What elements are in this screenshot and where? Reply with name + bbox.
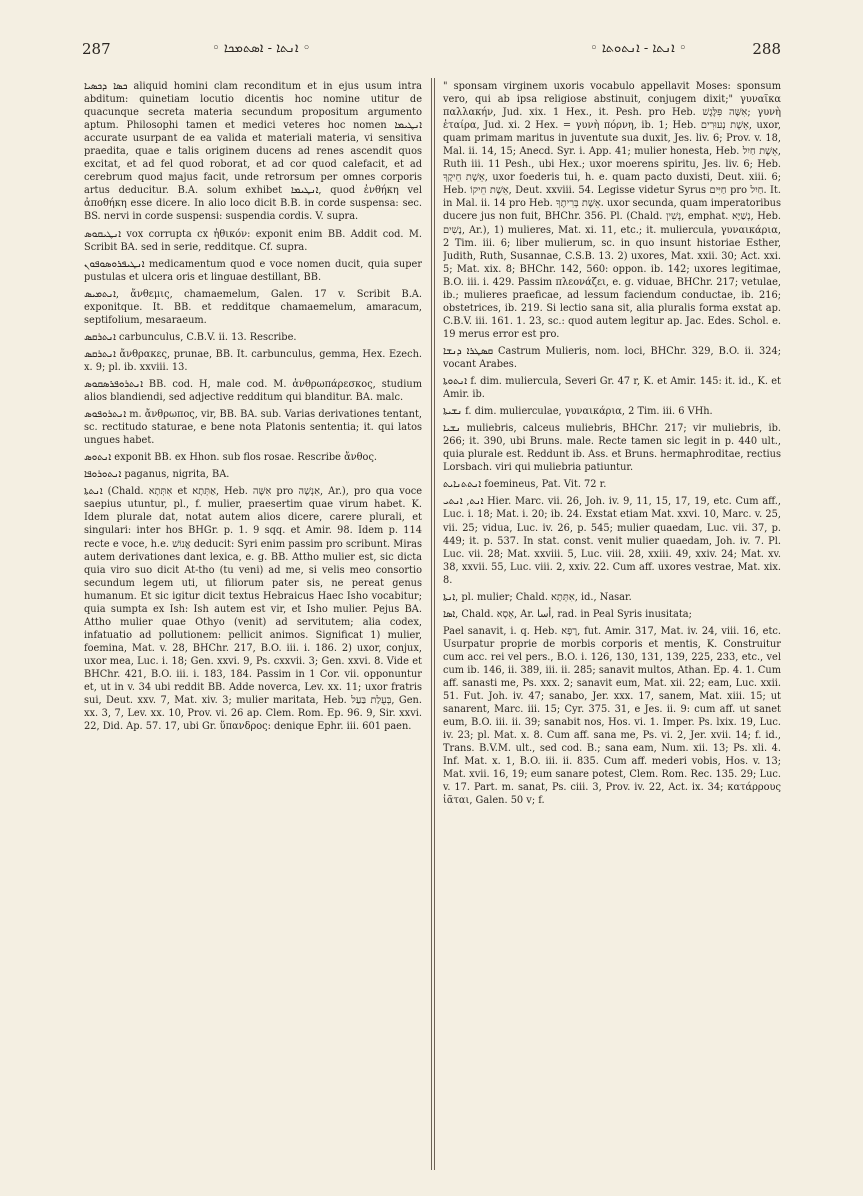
entry-paragraph: ܐܢܬܬܐ (Chald. אִתְּתָא et אַתְּתָא, Heb. אִשָּׁה pro אִנְשָׁה, Ar.), pro qua voce saepius utuntur, pl., f. mulier, praesertim quae virum habet. K. Idem plurale dat, notat autem alios dicere, carere plurali, et singulari: inter hos BHGr. p. 1. 9 sqq. et Amir. 98. Idem p. 114 recte e voce, h.e. אֱנוֹשׁ deducit: Syri enim passim pro scribunt. Miras autem derivationes dant lexica, e. g. BB. Attho mulier est, sic dicta quia viro suo dicit At-tho (tu veni) ad me, si velis meo consortio secundum legem uti, ut filiorum pater sis, ne pereat genus humanum. Et sic igitur dicit textus Hebraicus Haec Isho vocabitur; quia sumpta ex Ish: Ish autem est vir, et Isho mulier. Pejus BA. Attho mulier quae Othyo (venit) ad servitutem; alia codex, infatuatio ad pollutionem: pellicit animos. Significat 1) mulier, foemina, Mat. v. 28, BHChr. 217, B.O. iii. i. 186. 2) uxor, conjux, uxor mea, Luc. i. 18; Gen. xxvi. 9, Ps. cxxvii. 3; Gen. xxvi. 8. Vide et BHChr. 421, B.O. iii. i. 183, 184. Passim in 1 Cor. vii. opponuntur et, ut in v. 34 ubi reddit BB. Adde noverca, Lev. xx. 11; uxor fratris sui, Deut. xxv. 7, Mat. xiv. 3; mulier maritata, Heb. בְּעֻלַת בַּעַל, Gen. xx. 3, 7, Lev. xx. 10, Prov. vi. 26 ap. Clem. Rom. Ep. 96. 9, Sir. xxvi. 22, Did. Ap. 57. 17, ubi Gr. ὕπανδρος: denique Ephr. iii. 601 paen. bbox=[84, 486, 422, 733]
page-header bbox=[82, 40, 781, 66]
entry-paragraph: ܐܢܬܪܩܣ ἄνθρακες, prunae, BB. It. carbunculus, gemma, Hex. Ezech. x. 9; pl. ib. xxviii. 13. bbox=[84, 348, 422, 373]
entry-paragraph: ܐܢܬܘܬܐ f. dim. muliercula, Severi Gr. 47 r, K. et Amir. 145: it. id., K. et Amir. ib. bbox=[443, 376, 781, 401]
entry-paragraph: ܐܢܬܬܢܐܝܬ foemineus, Pat. Vit. 72 r. bbox=[443, 479, 607, 491]
left-running-title: ◦ ܐܢܬܐ - ܐܣܬܡܟܐ ◦ bbox=[212, 41, 311, 56]
entry-paragraph: ܢܫܝܐ muliebris, calceus muliebris, BHChr. 217; vir muliebris, ib. 266; it. 390, ubi Bruns. male. Recte tamen sic legit in p. 440 ult., quia plurale est. Reddunt ib. Ass. et Bruns. hermaphroditae, rectius Lorsbach. viri qui muliebria patiuntur. bbox=[443, 423, 781, 474]
entry-paragraph: Pael sanavit, i. q. Heb. רָפָא, fut. Amir. 317, Mat. iv. 24, viii. 16, etc. Usurpatur proprie de morbis corporis et mentis, K. Construitur cum acc. rei vel pers., B.O. i. 126, 130, 131, 139, 225, 233, etc., vel cum ib. 146, ii. 389, iii. ii. 285; sanavit multos, Athan. Ep. 4. 1. Cum aff. sanasti me, Ps. xxx. 2; sanavit eum, Mat. xii. 22; eam, Luc. xxii. 51. Fut. Joh. iv. 47; sanabo, Jer. xxx. 17, sanem, Mat. xiii. 15; ut sanarent, Marc. iii. 15; Cyr. 375. 31, e Jes. ii. 9: cum aff. ut sanet eum, B.O. iii. ii. 39; sanabit nos, Hos. vi. 1. Imper. Ps. lxix. 19, Luc. iv. 23; pl. Mat. x. 8. Cum aff. sana me, Ps. vi. 2, Jer. xvii. 14; f. id., Trans. B.V.M. ult., sed cod. B.; sana eam, Num. xii. 13; Ps. xli. 4. Inf. Mat. x. 1, B.O. iii. ii. 835. Cum aff. mederi vobis, Hos. v. 13; Mat. xvii. 16, 19; eum sanare potest, Clem. Rom. Rec. 135. 29; Luc. v. 17. Part. m. sanat, Ps. ciii. 3, Prov. iv. 22, Act. ix. 34; κατάρρους ἰᾶται, Galen. 50 v; f. bbox=[443, 625, 781, 807]
right-column bbox=[443, 80, 781, 1165]
column-divider-left bbox=[431, 78, 432, 1170]
entry-paragraph: ܐܣܐ, Chald. אְסָא, Ar. أسا, rad. in Peal Syris inusitata; bbox=[443, 608, 692, 620]
entry-paragraph: ܐܢܬܪܩܣ carbunculus, C.B.V. ii. 13. Rescribe. bbox=[84, 331, 297, 343]
entry-paragraph: ܐܢܬܐ, pl. mulier; Chald. אִתְּתָא, id., Nasar. bbox=[443, 591, 632, 603]
left-page-number: 287 bbox=[82, 40, 111, 58]
entry-paragraph: ܟܣܐ ܕܟܣܝܐ aliquid homini clam reconditum et in ejus usum intra abditum: quinetiam locutio dicentis hoc nomine utitur de quacunque secreta materia secundum propositum argumento aptum. Philosophi tamen et medici veteres hoc nomen ܐܢܛܝܡܐ accurate usurpant de ea valida et materiali materia, vi sensitiva praedita, quae e talis originem ducens ad renes ascendit quos excitat, et ad fel quod roborat, et ad cor quod calefacit, et ad cerebrum quod majus facit, unde retrorsum per omnes corporis artus deducitur. B.A. solum exhibet ܐܢܛܝܡܐ, quod ἐνθήκη vel ἀποθήκη esse dicere. In alio loco dicit B.B. in corde suspensa: sec. BS. nervi in corde suspensi: suspendia cordis. V. supra. bbox=[84, 81, 422, 223]
entry-paragraph: ܐܢܬܘܣ exponit BB. ex Hhon. sub flos rosae. Rescribe ἄνθος. bbox=[84, 452, 378, 464]
entry-paragraph: ܐܢܬܪܘܦܪܣܩܘܣ BB. cod. H, male cod. M. ἀνθρωπάρεσκος, studium alios blandiendi, sed adjective redditum qui blanditur. BA. malc. bbox=[84, 378, 422, 404]
column-divider-right bbox=[434, 78, 435, 1170]
entry-paragraph: ܐܢܬܡܝܣ, ἄνθεμις, chamaemelum, Galen. 17 v. Scribit B.A. exponitque. It. BB. et redditque chamaemelum, amaracum, septifolium, mesaraeum. bbox=[84, 288, 422, 326]
entry-paragraph: " sponsam virginem uxoris vocabulo appellavit Moses: sponsum vero, qui ab ipsa religiose abstinuit, conjugem dixit;" γυναῖκα παλλακήν, Jud. xix. 1 Hex., it. Pesh. pro Heb. אִשָּׁה פִּלֶּגֶשׁ; γυνὴ ἑταίρα, Jud. xi. 2 Hex. = γυνὴ πόρνη, ib. 1; Heb. אֵשֶׁת נְעוּרִים, uxor, quam primam maritus in juventute sua duxit, Jes. liv. 6; Prov. v. 18, Mal. ii. 14, 15; Anecd. Syr. i. App. 41; mulier honesta, Heb. אֵשֶׁת חַיִל, Ruth iii. 11 Pesh., ubi Hex.; uxor moerens spiritu, Jes. liv. 6; Heb. אֵשֶׁת חֵיקֶךָ, uxor foederis tui, h. e. quam pacto duxisti, Deut. xiii. 6; Heb. אֵשֶׁת חֵיקוֹ, Deut. xxviii. 54. Legisse videtur Syrus חַיִּים pro חַיִל. It. in Mal. ii. 14 pro Heb. אֵשֶׁת בְּרִיתֶךָ. uxor secunda, quam imperatoribus ducere jus non fuit, BHChr. 356. Pl. (Chald. נְשִׁין, emphat. נְשַׁיָּא, Heb. נָשִׁים, Ar.), 1) mulieres, Mat. xi. 11, etc.; it. muliercula, γυναικάρια, 2 Tim. iii. 6; liber mulierum, sc. in quo insunt historiae Esther, Judith, Ruth, Susannae, C.S.B. 13. 2) uxores, Mat. xxii. 30; Act. xxi. 5; Mat. xix. 8; BHChr. 142, 560: oppon. ib. 142; uxores legitimae, B.O. iii. i. 429. Passim πλεονάζει, e. g. viduae, BHChr. 217; vetulae, ib.; mulieres praeficae, ad lessum faciendum conductae, ib. 216; obstetrices, ib. 219. Si lectio sana sit, alia pluralis forma exstat ap. C.B.V. iii. 161. 1. 23, sc.: quod autem legitur ap. Jac. Edes. Schol. e. 19 merus error est pro. bbox=[443, 81, 781, 340]
entry-paragraph: ܐܢܛܝܦܪܘܣܘܦܘܢ medicamentum quod e voce nomen ducit, quia super pustulas et ulcera oris et linguae destillant, BB. bbox=[84, 258, 422, 283]
entry-paragraph: ܩܣܛܪܐ ܕܢܫܐ Castrum Mulieris, nom. loci, BHChr. 329, B.O. ii. 324; vocant Arabes. bbox=[443, 345, 781, 370]
right-running-title: ◦ ܐܢܬܐ - ܐܢܬܘܬܐ ◦ bbox=[590, 41, 687, 56]
entry-paragraph: ܐܢܛܝܩܘܣ vox corrupta cx ἠθικόν: exponit enim BB. Addit cod. M. Scribit BA. sed in serie, redditque. Cf. supra. bbox=[84, 228, 422, 253]
entry-paragraph: ܐܢܬܘܪܘܦܐ paganus, nigrita, BA. bbox=[84, 469, 230, 481]
entry-paragraph: ܢܫܝܬܐ f. dim. mulierculae, γυναικάρια, 2 Tim. iii. 6 VHh. bbox=[443, 406, 713, 418]
entry-paragraph: ܐܢܬ, ܐܢܬܝ Hier. Marc. vii. 26, Joh. iv. 9, 11, 15, 17, 19, etc. Cum aff., Luc. i. 18; Mat. i. 20; ib. 24. Exstat etiam Mat. xxvi. 10, Marc. v. 25, vii. 25; vidua, Luc. iv. 26, p. 545; mulier quaedam, Luc. vii. 37, p. 449; it. p. 537. In stat. const. venit mulier quaedam, Joh. iv. 7. Pl. Luc. vii. 28; Mat. xxviii. 5, Luc. viii. 28, xxiii. 49, xxiv. 24; Mat. xv. 38, xxvii. 55, Luc. viii. 2, xxiv. 22. Cum aff. uxores vestrae, Mat. xix. 8. bbox=[443, 496, 781, 586]
entry-paragraph: ܐܢܬܪܘܦܘܣ m. ἄνθρωπος, vir, BB. BA. sub. Varias derivationes tentant, sc. rectitudo staturae, e bene nota Platonis sententia; it. qui latos ungues habet. bbox=[84, 409, 422, 447]
right-page-number: 288 bbox=[752, 40, 781, 58]
left-column bbox=[84, 80, 422, 1165]
